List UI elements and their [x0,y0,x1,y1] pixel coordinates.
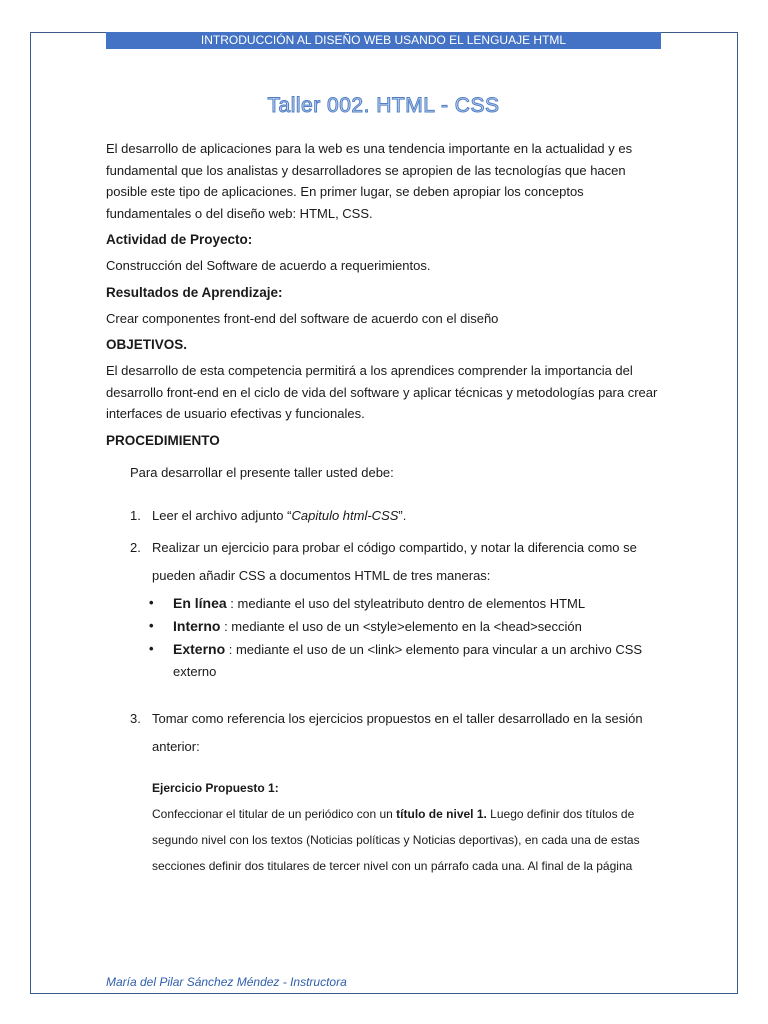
exercise-body [152,801,666,879]
resultados-heading: Resultados de Aprendizaje: [106,284,283,300]
exercise-block [152,781,666,879]
bullet-icon: • [149,641,154,656]
actividad-text: Construcción del Software de acuerdo a requerimientos. [106,258,431,273]
steps-list-continued [106,705,666,761]
document-title: Taller 002. HTML - CSS [267,94,500,117]
objetivos-text: El desarrollo de esta competencia permitirá a los aprendices comprender la importancia del desarrollo front-end en el ciclo de vida del software y aplicar técnicas y metodologías para crear interfaces de usuario efectivas y funcionales. [106,363,658,421]
css-methods-list [106,592,666,683]
list-item [106,615,666,638]
resultados-text: Crear componentes front-end del software de acuerdo con el diseño [106,310,499,326]
exercise-title: Ejercicio Propuesto 1: [152,781,279,795]
step-text: Realizar un ejercicio para probar el código compartido, y notar la diferencia como se pueden añadir CSS a documentos HTML de tres maneras: [152,540,637,583]
header-banner: INTRODUCCIÓN AL DISEÑO WEB USANDO EL LENGUAJE HTML [106,32,661,49]
list-item [106,638,666,683]
step-text: Tomar como referencia los ejercicios propuestos en el taller desarrollado en la sesión anterior: [152,711,643,754]
procedimiento-heading: PROCEDIMIENTO [106,432,220,448]
step-text: Leer el archivo adjunto “ [152,508,292,523]
procedimiento-lead: Para desarrollar el presente taller usted debe: [130,464,394,480]
bullet-icon: • [149,618,154,633]
list-item [106,534,666,590]
list-item [106,592,666,615]
footer-author: María del Pilar Sánchez Méndez - Instructora [106,975,347,989]
exercise-text: Confeccionar el titular de un periódico con un [152,807,397,821]
step-text-end: ”. [398,508,407,523]
objetivos-heading: OBJETIVOS. [106,337,188,352]
actividad-heading: Actividad de Proyecto: [106,232,253,247]
list-item [106,503,666,528]
bullet-term: Externo [173,641,226,657]
bullet-text: : mediante el uso del styleatributo dentro de elementos HTML [226,596,586,611]
bullet-icon: • [149,595,154,610]
step-number: 3. [130,711,141,726]
intro-paragraph: El desarrollo de aplicaciones para la web es una tendencia importante en la actualidad y es fundamental que los analistas y desarrolladores se apropien de las tecnologías que hacen posible este tipo de aplicaciones. En primer lugar, se deben apropiar los conceptos fundamentales o del diseño web: HTML, CSS. [106,141,633,221]
step-number: 2. [130,540,141,555]
steps-list [106,503,666,590]
step-file-name: Capitulo html-CSS [291,508,399,523]
bullet-term: Interno [173,618,221,634]
step-number: 1. [130,508,141,523]
list-item [106,705,666,761]
bullet-term: En línea [173,595,227,611]
bullet-text: : mediante el uso de un <style>elemento en la <head>sección [220,619,582,634]
exercise-emphasis: título de nivel 1. [396,807,487,821]
bullet-text: : mediante el uso de un <link> elemento para vincular a un archivo CSS externo [173,642,643,679]
document-body [106,138,666,879]
exercise-text-rest: Luego definir dos títulos de segundo nivel con los textos (Noticias políticas y Noticias deportivas), en cada una de estas secciones definir dos titulares de tercer nivel con un párrafo cada una. Al final de la página [152,807,640,873]
